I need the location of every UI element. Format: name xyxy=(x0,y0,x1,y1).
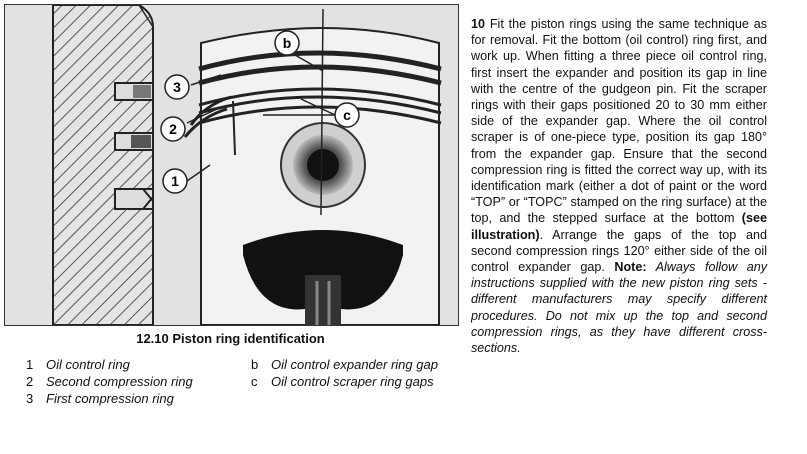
legend-text: Oil control expander ring gap xyxy=(271,357,438,372)
legend-text: Oil control ring xyxy=(46,357,130,372)
callout-3 xyxy=(165,75,189,99)
illustration-reference: (see illustration) xyxy=(471,211,767,242)
piston-ring-illustration xyxy=(4,4,459,326)
svg-text:b: b xyxy=(282,35,292,51)
legend-key: b xyxy=(251,357,259,372)
instruction-paragraph xyxy=(471,16,767,356)
note-label: Note: xyxy=(614,260,647,275)
legend-item xyxy=(26,390,246,407)
legend-text: Second compression ring xyxy=(46,374,193,389)
note-text: Always follow any instructions supplied with the new piston ring sets - different manufacturers may specify different procedures. Do not mix up the top and second compression rings, as they have different cross-sections. xyxy=(471,260,767,356)
legend-key: 2 xyxy=(26,374,34,389)
legend-item xyxy=(26,356,246,373)
callout-b xyxy=(275,31,299,55)
step-number: 10 xyxy=(471,17,486,31)
legend-key: 1 xyxy=(26,357,34,372)
legend-left xyxy=(26,356,246,407)
svg-text:c: c xyxy=(343,107,351,123)
svg-text:3: 3 xyxy=(173,79,181,95)
legend-text: Oil control scraper ring gaps xyxy=(271,374,434,389)
legend-key: c xyxy=(251,374,258,389)
legend-right xyxy=(251,356,456,390)
svg-text:2: 2 xyxy=(169,121,177,137)
legend-key: 3 xyxy=(26,391,34,406)
svg-text:1: 1 xyxy=(171,173,179,189)
paragraph-text-1: Fit the piston rings using the same technique as for removal. Fit the bottom (oil control) ring first, and work up. When fitting a three piece oil control ring, first insert the expander and position its gap in line with the centre of the gudgeon pin. Fit the scraper rings with their gaps positioned 20 to 30 mm either side of the expander gap. Where the oil control scraper is of one-piece type, position its gap 180° from the expander gap. Ensure that the second compression ring is fitted the correct way up, with its identification mark (either a dot of paint or the word “TOP” or “TOPC” stamped on the ring surface) at the top, and the stepped surface at the bottom xyxy=(471,17,767,226)
callout-1 xyxy=(163,169,187,193)
legend-item xyxy=(26,373,246,390)
cylinder-wall xyxy=(53,5,153,325)
figure-caption: 12.10 Piston ring identification xyxy=(136,331,325,346)
callout-2 xyxy=(161,117,185,141)
legend-item xyxy=(251,373,456,390)
piston-drawing xyxy=(5,5,458,325)
piston-body xyxy=(185,9,441,325)
callout-c xyxy=(335,103,359,127)
paragraph-text-2: . Arrange the gaps of the top and second compression rings 120° either side of the oil control expander gap. xyxy=(471,227,767,275)
legend-item xyxy=(251,356,456,373)
legend-text: First compression ring xyxy=(46,391,174,406)
